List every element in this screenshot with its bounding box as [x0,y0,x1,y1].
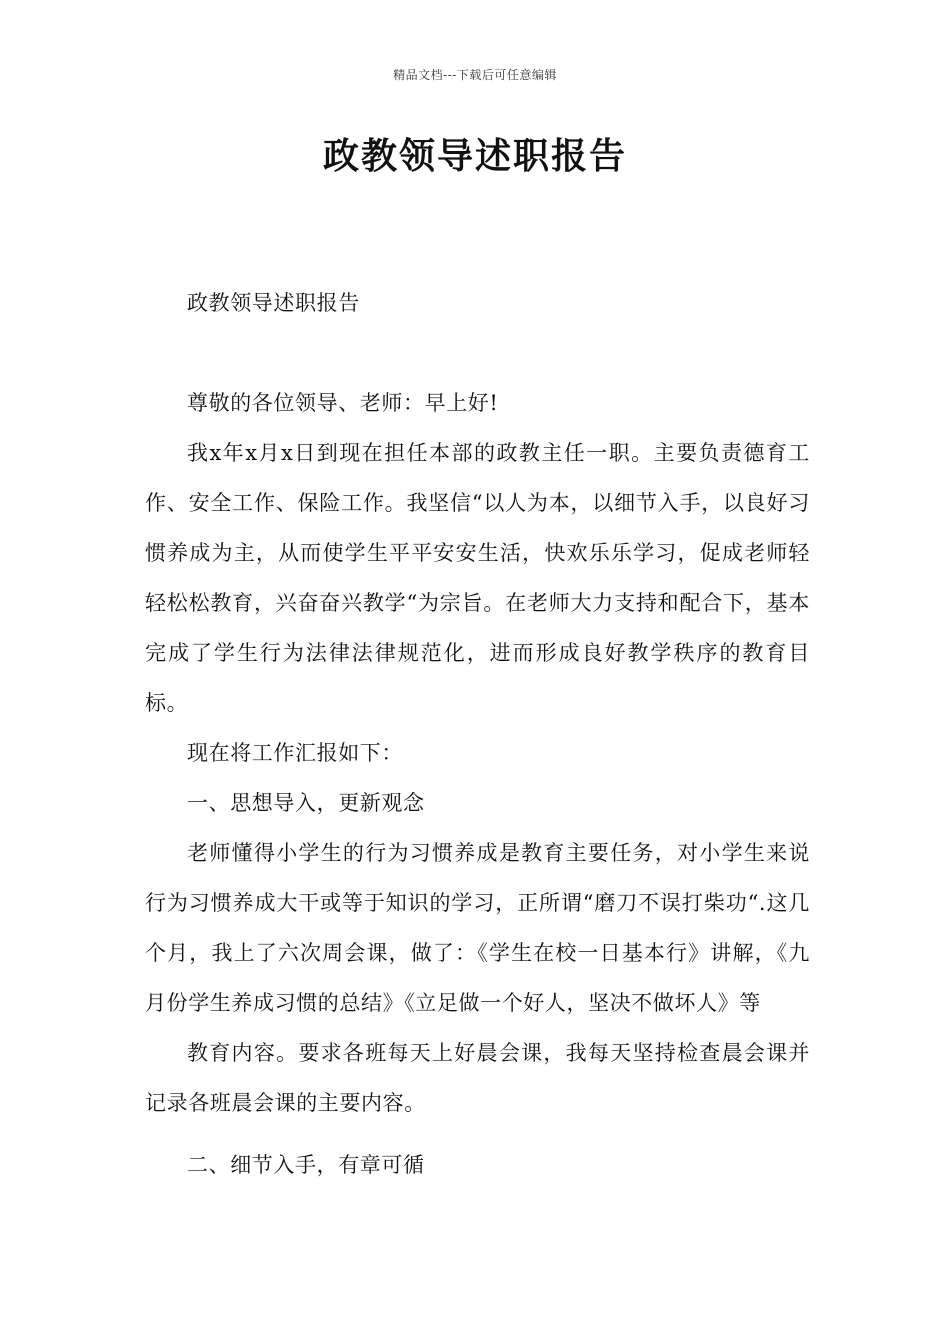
document-body [145,278,810,1190]
document-title: 政教领导述职报告 [322,135,627,177]
section-heading-1: 一、思想导入，更新观念 [187,791,425,815]
paragraph-section-1-cont: 教育内容。要求各班每天上好晨会课，我每天坚持检查晨会课并记录各班晨会课的主要内容。 [145,1041,810,1115]
paragraph-report-lead: 现在将工作汇报如下： [187,741,403,765]
header-note: 精品文档---下载后可任意编辑 [393,68,557,82]
paragraph-subtitle: 政教领导述职报告 [187,291,360,315]
paragraph-section-1: 老师懂得小学生的行为习惯养成是教育主要任务，对小学生来说行为习惯养成大干或等于知识的学习，正所谓“磨刀不误打柴功“.这几个月，我上了六次周会课，做了：《学生在校一日基本行》讲解，《九月份学生养成习惯的总结》《立足做一个好人，坚决不做坏人》等 [145,841,810,1015]
section-heading-2: 二、细节入手，有章可循 [187,1153,425,1177]
paragraph-intro: 我x年x月x日到现在担任本部的政教主任一职。主要负责德育工作、安全工作、保险工作。我坚信“以人为本，以细节入手，以良好习惯养成为主，从而使学生平平安安生活，快欢乐乐学习，促成老师轻轻松松教育，兴奋奋兴教学“为宗旨。在老师大力支持和配合下，基本完成了学生行为法律法律规范化，进而形成良好教学秩序的教育目标。 [145,441,810,715]
paragraph-greeting: 尊敬的各位领导、老师：早上好! [187,391,499,415]
